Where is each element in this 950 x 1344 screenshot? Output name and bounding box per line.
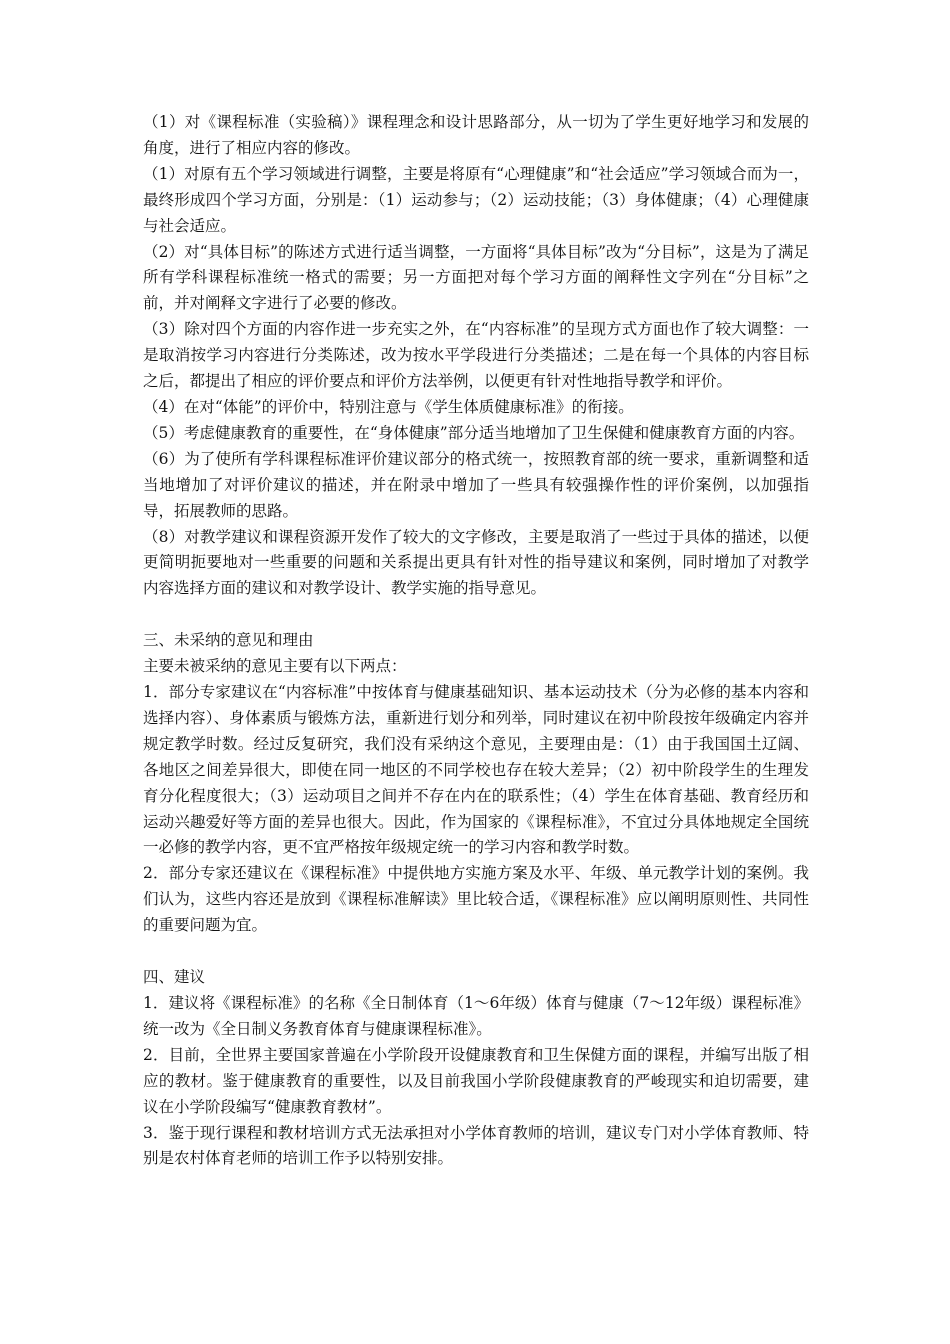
unadopted-item-2: 2．部分专家还建议在《课程标准》中提供地方实施方案及水平、年级、单元教学计划的案例。我们认为，这些内容还是放到《课程标准解读》里比较合适，《课程标准》应以阐明原则性、共同性的重要问题为宜。 [143, 864, 809, 935]
paragraph-revision-3: （2）对“具体目标”的陈述方式进行适当调整，一方面将“具体目标”改为“分目标”，这是为了满足所有学科课程标准统一格式的需要；另一方面把对每个学习方面的阐释性文字列在“分目标”之前，并对阐释文字进行了必要的修改。 [143, 242, 809, 313]
section-intro-unadopted: 主要未被采纳的意见主要有以下两点： [143, 657, 407, 676]
paragraph-revision-6: （5）考虑健康教育的重要性，在“身体健康”部分适当地增加了卫生保健和健康教育方面的内容。 [143, 423, 805, 442]
unadopted-item-1: 1．部分专家建议在“内容标准”中按体育与健康基础知识、基本运动技术（分为必修的基本内容和选择内容）、身体素质与锻炼方法，重新进行划分和列举，同时建议在初中阶段按年级确定内容并规定教学时数。经过反复研究，我们没有采纳这个意见，主要理由是：（1）由于我国国土辽阔、各地区之间差异很大，即使在同一地区的不同学校也存在较大差异；（2）初中阶段学生的生理发育分化程度很大；（3）运动项目之间并不存在内在的联系性；（4）学生在体育基础、教育经历和运动兴趣爱好等方面的差异也很大。因此，作为国家的《课程标准》，不宜过分具体地规定全国统一必修的教学内容，更不宜严格按年级规定统一的学习内容和教学时数。 [143, 683, 809, 857]
paragraph-revision-5: （4）在对“体能”的评价中，特别注意与《学生体质健康标准》的衔接。 [143, 397, 634, 416]
paragraph-revision-7: （6）为了使所有学科课程标准评价建议部分的格式统一，按照教育部的统一要求，重新调整和适当地增加了对评价建议的描述，并在附录中增加了一些具有较强操作性的评价案例，以加强指导，拓展教师的思路。 [143, 449, 809, 520]
suggestion-item-2: 2．目前，全世界主要国家普遍在小学阶段开设健康教育和卫生保健方面的课程，并编写出版了相应的教材。鉴于健康教育的重要性，以及目前我国小学阶段健康教育的严峻现实和迫切需要，建议在小学阶段编写“健康教育教材”。 [143, 1045, 809, 1116]
section-heading-unadopted: 三、未采纳的意见和理由 [143, 631, 314, 650]
suggestion-item-3: 3．鉴于现行课程和教材培训方式无法承担对小学体育教师的培训，建议专门对小学体育教师、特别是农村体育老师的培训工作予以特别安排。 [143, 1123, 809, 1168]
paragraph-revision-4: （3）除对四个方面的内容作进一步充实之外，在“内容标准”的呈现方式方面也作了较大调整：一是取消按学习内容进行分类陈述，改为按水平学段进行分类描述；二是在每一个具体的内容目标之后，都提出了相应的评价要点和评价方法举例，以便更有针对性地指导教学和评价。 [143, 320, 809, 391]
paragraph-revision-1: （1）对《课程标准（实验稿）》课程理念和设计思路部分，从一切为了学生更好地学习和发展的角度，进行了相应内容的修改。 [143, 113, 809, 157]
suggestion-item-1: 1．建议将《课程标准》的名称《全日制体育（1～6年级）体育与健康（7～12年级）课程标准》统一改为《全日制义务教育体育与健康课程标准》。 [143, 994, 809, 1038]
section-spacer [143, 939, 809, 965]
paragraph-revision-2: （1）对原有五个学习领域进行调整，主要是将原有“心理健康”和“社会适应”学习领域合而为一，最终形成四个学习方面，分别是：（1）运动参与；（2）运动技能；（3）身体健康；（4）心理健康与社会适应。 [143, 164, 809, 235]
section-spacer [143, 602, 809, 628]
section-heading-suggestions: 四、建议 [143, 968, 206, 987]
paragraph-revision-8: （8）对教学建议和课程资源开发作了较大的文字修改，主要是取消了一些过于具体的描述，以便更简明扼要地对一些重要的问题和关系提出更具有针对性的指导建议和案例，同时增加了对教学内容选择方面的建议和对教学设计、教学实施的指导意见。 [143, 527, 809, 598]
document-page [143, 110, 809, 1172]
